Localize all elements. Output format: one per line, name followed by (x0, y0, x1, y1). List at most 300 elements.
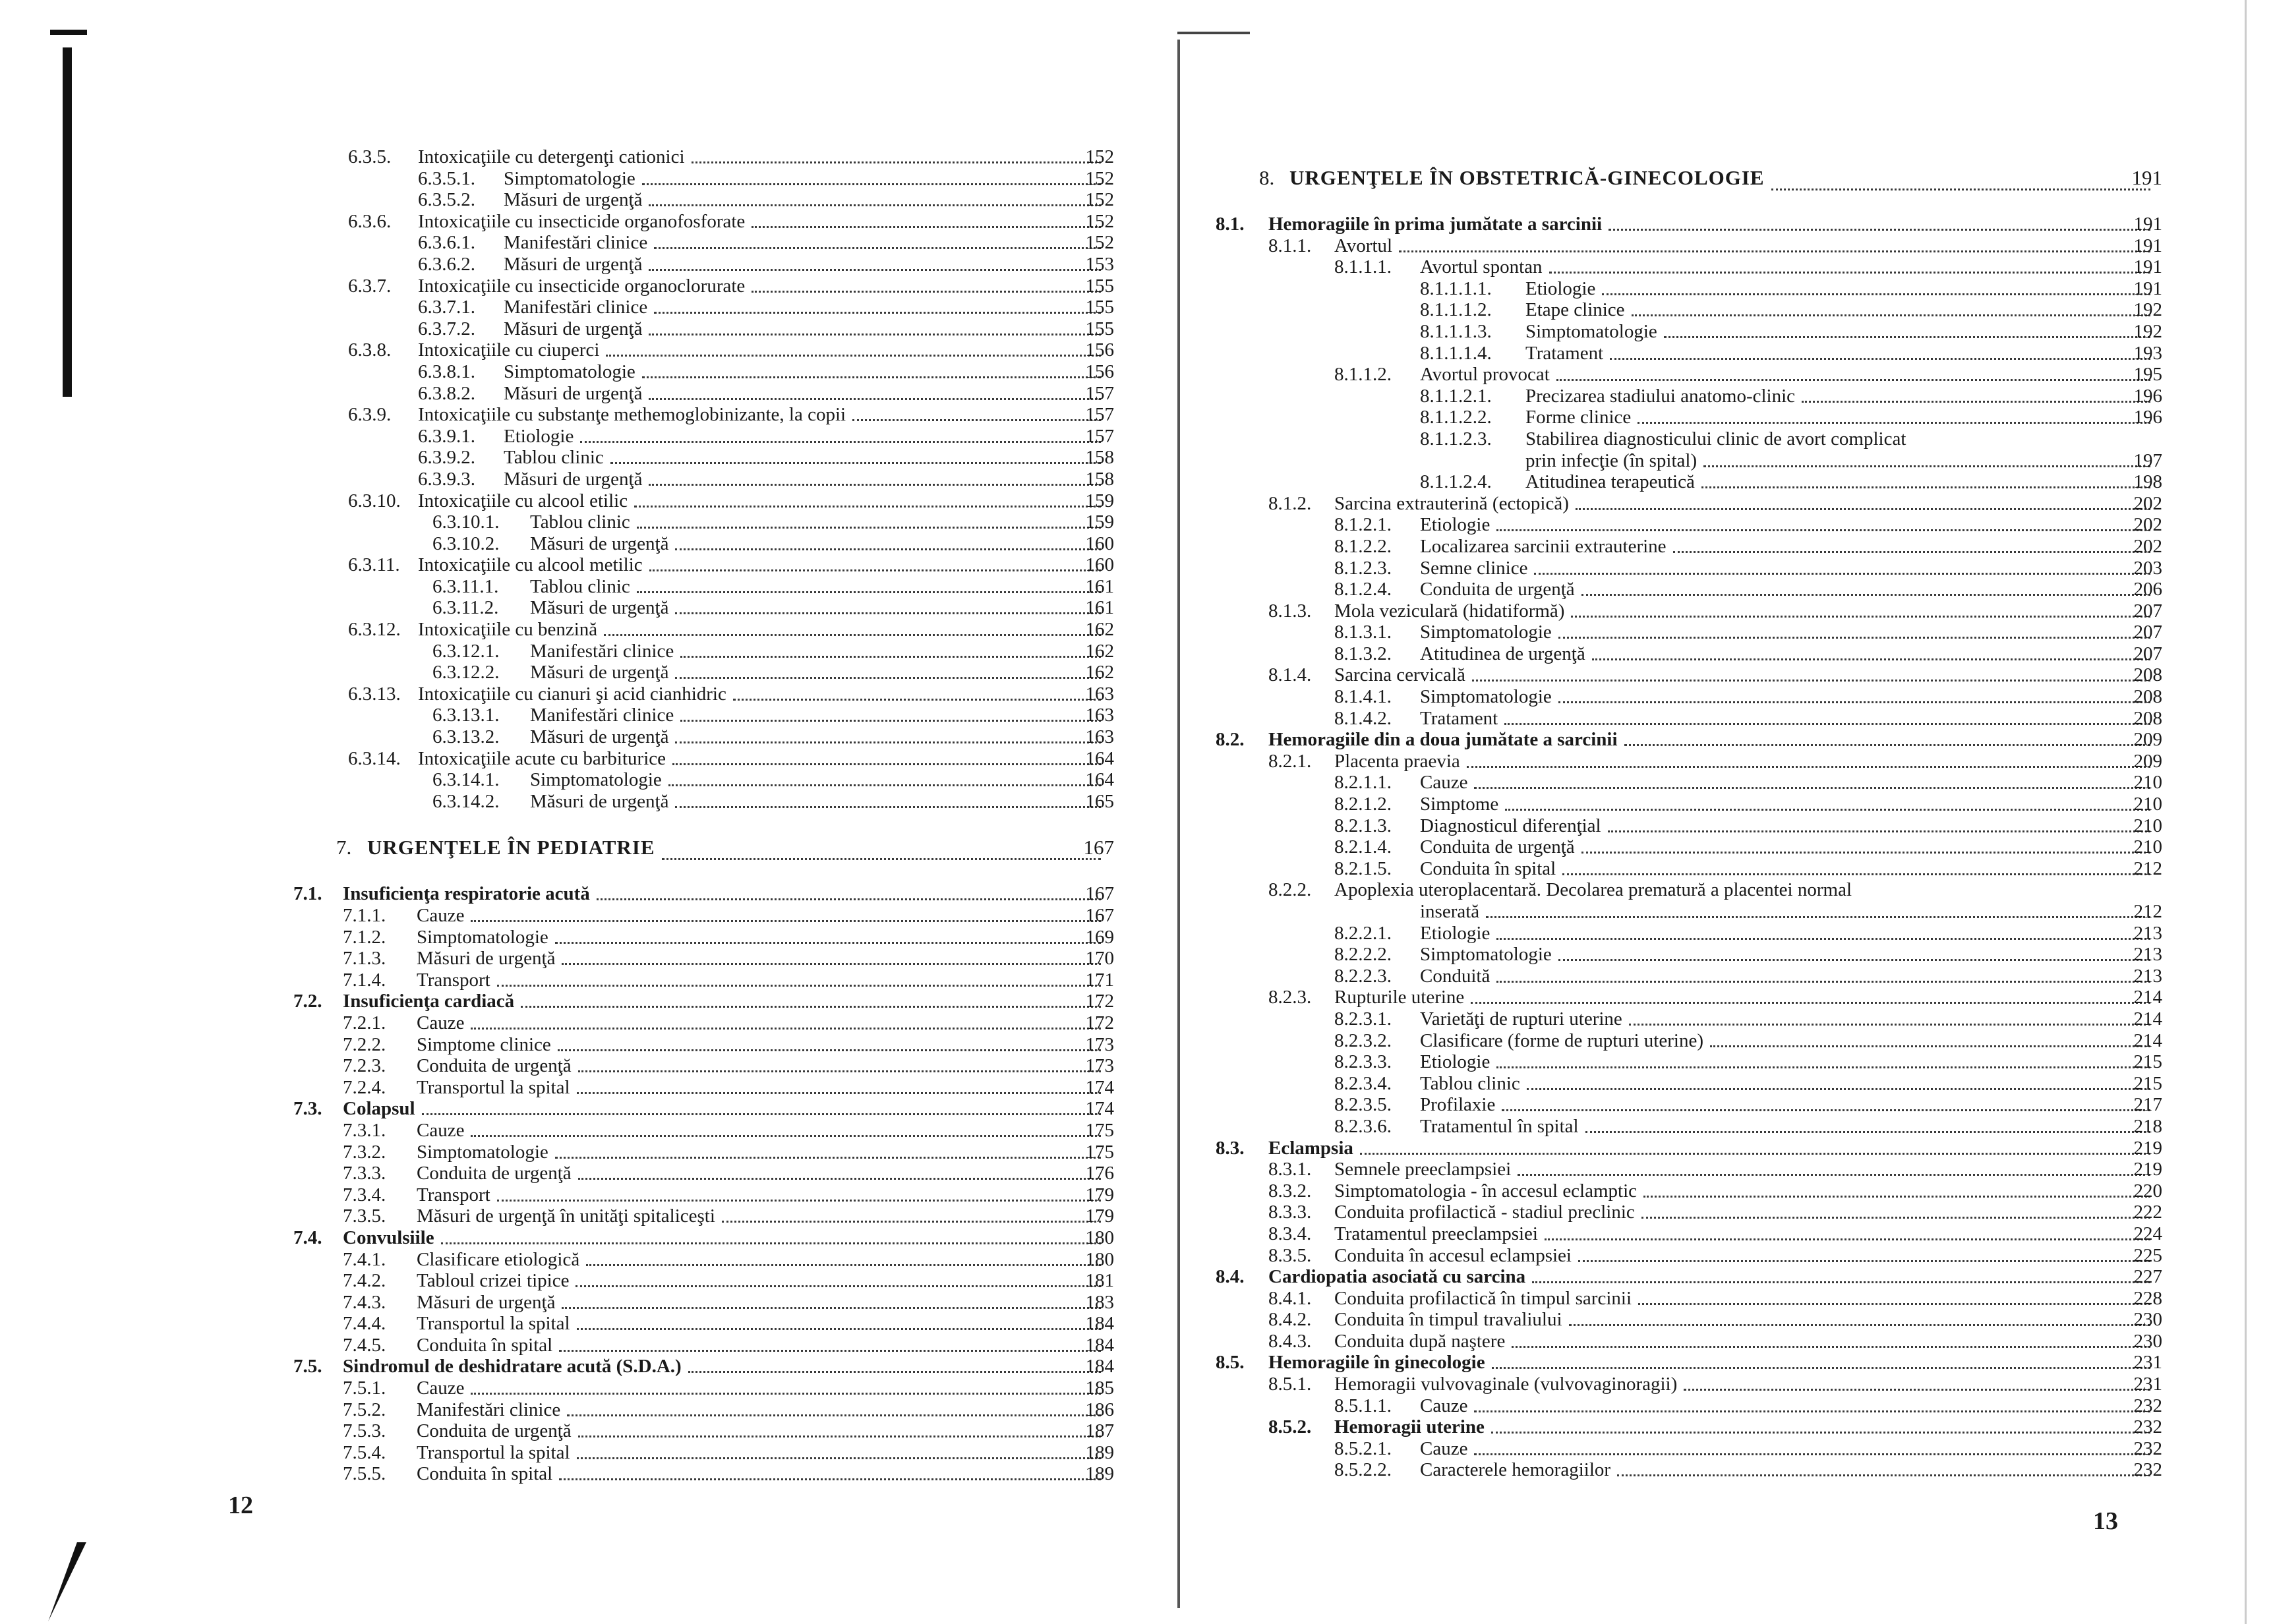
toc-entry-number: 8.2.2.3. (1334, 965, 1392, 987)
toc-entry-page: 163 (1085, 726, 1114, 748)
toc-entry-title: Etiologie (504, 425, 574, 447)
toc-entry-page: 179 (1085, 1205, 1114, 1227)
toc-entry-title: Clasificare etiologică (417, 1248, 580, 1270)
toc-entry-number: 8.1.1.2.3. (1420, 428, 1492, 450)
toc-entry-page: 152 (1085, 232, 1114, 254)
toc-entry-title: Convulsiile (343, 1227, 434, 1248)
toc-entry-number: 8.1.3.1. (1334, 622, 1392, 643)
toc-entry-number: 7.3.5. (343, 1205, 386, 1227)
toc-entry (0, 1420, 1160, 1442)
toc-entry-number: 8.2.3.4. (1334, 1072, 1392, 1094)
toc-entry-number: 8.1.4.2. (1334, 707, 1392, 729)
toc-entry (0, 641, 1160, 662)
toc-dot-leader (649, 269, 1101, 271)
toc-entry-title: Conduita în spital (1420, 857, 1556, 879)
toc-dot-leader (692, 161, 1101, 163)
toc-entry (0, 339, 1160, 361)
toc-entry-title: Hemoragiile în ginecologie (1268, 1352, 1485, 1374)
toc-entry-number: 8.4.1. (1268, 1287, 1312, 1309)
toc-entry-number: 8.4.3. (1268, 1330, 1312, 1352)
toc-entry-title: Manifestări clinice (504, 297, 648, 318)
toc-entry-number: 8. (1259, 166, 1275, 189)
toc-entry-title: Conduită (1420, 965, 1491, 987)
toc-entry-title: Tratament (1420, 707, 1498, 729)
toc-dot-leader (1684, 1389, 2150, 1391)
toc-entry-title: Transportul la spital (417, 1441, 570, 1463)
toc-entry-title: Conduita de urgenţă (417, 1420, 572, 1442)
toc-dot-leader (668, 784, 1101, 786)
toc-dot-leader (675, 548, 1101, 550)
toc-entry-number: 8.2.3.6. (1334, 1115, 1392, 1137)
toc-entry-page: 158 (1085, 468, 1114, 490)
toc-entry-page: 197 (2133, 450, 2162, 471)
toc-entry (0, 1335, 1160, 1356)
toc-entry-title: Măsuri de urgenţă (530, 597, 669, 619)
toc-entry-number: 8.3.5. (1268, 1244, 1312, 1266)
toc-entry-number: 6.3.9.3. (418, 468, 475, 490)
book-spine-line (1177, 32, 1250, 34)
toc-dot-leader (637, 527, 1101, 529)
toc-entry (0, 883, 1160, 905)
toc-entry (1160, 1159, 2273, 1180)
toc-entry-page: 174 (1085, 1098, 1114, 1120)
toc-entry-title: Avortul spontan (1420, 256, 1543, 278)
toc-dot-leader (1578, 1260, 2150, 1262)
toc-entry-title: Insuficienţa cardiacă (343, 991, 515, 1012)
toc-entry-title: Măsuri de urgenţă (530, 662, 669, 683)
toc-entry-page: 163 (1085, 683, 1114, 705)
toc-entry-number: 8.2.1.5. (1334, 857, 1392, 879)
toc-dot-leader (1585, 1131, 2150, 1133)
toc-dot-leader (1502, 1109, 2150, 1111)
toc-entry-number: 8.3.1. (1268, 1159, 1312, 1180)
toc-dot-leader (1624, 744, 2150, 746)
toc-dot-leader (1571, 616, 2150, 618)
toc-dot-leader (1569, 1324, 2150, 1326)
toc-entry (0, 1249, 1160, 1271)
toc-entry-title: Avortul provocat (1420, 364, 1550, 386)
toc-entry-page: 213 (2133, 944, 2162, 966)
toc-entry (1160, 1266, 2273, 1288)
toc-entry-title: Atitudinea de urgenţă (1420, 643, 1585, 664)
toc-entry-page: 179 (1085, 1184, 1114, 1205)
toc-entry-number: 7.1.1. (343, 905, 386, 926)
toc-entry-page: 231 (2133, 1352, 2162, 1374)
toc-entry-number: 6.3.10. (348, 490, 401, 511)
toc-entry (1160, 622, 2273, 643)
toc-dot-leader (1532, 1281, 2150, 1283)
toc-entry-title: Măsuri de urgenţă (504, 318, 643, 339)
toc-entry-page: 225 (2133, 1244, 2162, 1266)
toc-entry-page: 184 (1085, 1334, 1114, 1356)
toc-dot-leader (1504, 723, 2150, 725)
toc-entry-page: 187 (1085, 1420, 1114, 1442)
toc-entry-title: Măsuri de urgenţă (504, 468, 643, 490)
toc-entry (0, 927, 1160, 948)
toc-entry-page: 207 (2133, 622, 2162, 643)
toc-entry-page: 207 (2133, 643, 2162, 664)
toc-entry-number: 8.4. (1216, 1266, 1245, 1288)
toc-entry-page: 184 (1085, 1313, 1114, 1335)
toc-dot-leader (578, 1436, 1101, 1437)
toc-entry-number: 8.1.1.1.4. (1420, 342, 1492, 364)
toc-entry-number: 8.2.1.3. (1334, 815, 1392, 836)
toc-entry-number: 6.3.9.2. (418, 447, 475, 469)
toc-entry-page: 169 (1085, 926, 1114, 948)
toc-entry-number: 8.3.4. (1268, 1223, 1312, 1244)
toc-dot-leader (1562, 873, 2150, 875)
toc-dot-leader (675, 806, 1101, 808)
toc-entry (0, 146, 1160, 168)
toc-entry-page: 208 (2133, 686, 2162, 708)
toc-dot-leader (672, 763, 1101, 765)
scan-edge-mark (50, 30, 87, 35)
toc-entry-page: 171 (1085, 969, 1114, 991)
toc-entry (0, 726, 1160, 748)
toc-entry-title: Etiologie (1420, 514, 1491, 536)
right-page-number: 13 (2093, 1507, 2118, 1535)
toc-entry-page: 160 (1085, 554, 1114, 576)
toc-entry-number: 6.3.11. (348, 554, 400, 576)
toc-spacer (0, 869, 1160, 883)
toc-dot-leader (1527, 1088, 2150, 1090)
toc-dot-leader (733, 699, 1101, 701)
toc-entry-page: 219 (2133, 1159, 2162, 1180)
toc-entry-title: Hemoragii uterine (1334, 1416, 1485, 1438)
toc-entry-title: Simptomatologie (504, 361, 635, 382)
toc-dot-leader (637, 591, 1101, 593)
toc-entry (0, 1142, 1160, 1163)
toc-dot-leader (1638, 1303, 2150, 1305)
toc-dot-leader (610, 462, 1101, 464)
toc-entry-page: 214 (2133, 1030, 2162, 1051)
toc-dot-leader (1617, 1474, 2150, 1476)
toc-entry-page: 212 (2133, 857, 2162, 879)
toc-entry-page: 210 (2133, 815, 2162, 836)
toc-entry-title: Intoxicaţiile cu alcool etilic (418, 490, 628, 511)
toc-entry-page: 157 (1085, 382, 1114, 404)
toc-entry-title: Simptomatologie (417, 926, 548, 948)
toc-dot-leader (654, 247, 1101, 249)
toc-entry-title: Hemoragiile în prima jumătate a sarcinii (1268, 214, 1603, 235)
toc-entry-page: 174 (1085, 1076, 1114, 1098)
toc-entry-number: 8.2.2.2. (1334, 944, 1392, 966)
toc-entry-number: 6.3.5.2. (418, 189, 475, 211)
toc-entry-page: 207 (2133, 600, 2162, 622)
toc-dot-leader (1472, 680, 2150, 682)
toc-dot-leader (1802, 401, 2150, 403)
toc-entry (1160, 407, 2273, 428)
toc-entry (0, 297, 1160, 318)
toc-entry (0, 597, 1160, 619)
toc-dot-leader (634, 506, 1101, 508)
toc-entry-title: Simptomatologie (1525, 320, 1657, 342)
toc-entry-number: 7.2.4. (343, 1076, 386, 1098)
toc-entry-page: 206 (2133, 579, 2162, 600)
toc-entry-title: Măsuri de urgenţă (504, 189, 643, 211)
toc-entry-number: 6.3.8.1. (418, 361, 475, 382)
toc-entry (1160, 815, 2273, 837)
toc-entry-number: 8.5.2. (1268, 1416, 1312, 1438)
toc-entry-title: Măsuri de urgenţă (417, 1291, 556, 1313)
toc-entry-title: Manifestări clinice (530, 705, 674, 726)
toc-entry-title: URGENŢELE ÎN OBSTETRICĂ-GINECOLOGIE (1289, 166, 1765, 189)
toc-entry-page: 156 (1085, 339, 1114, 361)
toc-entry-number: 7.2.3. (343, 1055, 386, 1077)
toc-entry (0, 533, 1160, 555)
toc-entry-title: Conduita de urgenţă (1420, 579, 1575, 600)
toc-entry-title: Simptomatologie (1420, 944, 1552, 966)
toc-entry-page: 210 (2133, 836, 2162, 858)
toc-entry-title: Sindromul de deshidratare acută (S.D.A.) (343, 1356, 682, 1378)
toc-entry-page: 152 (1085, 146, 1114, 167)
toc-entry-title: Etiologie (1420, 922, 1491, 944)
toc-entry (1160, 386, 2273, 407)
toc-entry (0, 1055, 1160, 1077)
toc-entry-number: 7.2. (293, 991, 322, 1012)
toc-entry-number: 8.1.1.2. (1334, 364, 1392, 386)
toc-entry-page: 217 (2133, 1094, 2162, 1116)
toc-entry (0, 469, 1160, 490)
toc-dot-leader (649, 569, 1101, 571)
toc-entry-number: 7.3.1. (343, 1119, 386, 1141)
toc-entry-page: 202 (2133, 535, 2162, 557)
toc-spacer (1160, 199, 2273, 214)
toc-dot-leader (1556, 379, 2150, 381)
toc-spacer (0, 812, 1160, 826)
toc-dot-leader (1558, 701, 2150, 703)
left-toc (0, 146, 1160, 1485)
toc-dot-leader (1602, 293, 2150, 295)
toc-entry-page: 232 (2133, 1395, 2162, 1416)
toc-entry-page: 167 (1085, 883, 1114, 905)
toc-dot-leader (675, 677, 1101, 679)
toc-entry-page: 152 (1085, 210, 1114, 232)
toc-entry-page: 160 (1085, 533, 1114, 554)
toc-entry-page: 175 (1085, 1119, 1114, 1141)
toc-entry (1160, 1030, 2273, 1052)
toc-entry (1160, 471, 2273, 493)
toc-entry-number: 7.5.2. (343, 1399, 386, 1420)
toc-entry-page: 220 (2133, 1180, 2162, 1202)
toc-dot-leader (1703, 465, 2150, 467)
toc-entry-title: Eclampsia (1268, 1137, 1353, 1159)
toc-entry-number: 8.2.1.4. (1334, 836, 1392, 858)
toc-entry-title: Forme clinice (1525, 407, 1632, 428)
toc-entry-page: 192 (2133, 299, 2162, 321)
toc-entry-page: 183 (1085, 1291, 1114, 1313)
toc-entry (1160, 1438, 2273, 1460)
toc-entry-number: 8.3.3. (1268, 1202, 1312, 1223)
toc-entry-page: 189 (1085, 1463, 1114, 1485)
toc-entry-number: 8.2.3. (1268, 987, 1312, 1008)
toc-dot-leader (1545, 1238, 2150, 1240)
page-edge-line (2245, 0, 2247, 1624)
toc-dot-leader (752, 291, 1101, 293)
toc-entry-number: 6.3.10.2. (432, 533, 500, 554)
toc-entry-title: Cauze (1420, 1437, 1468, 1459)
toc-entry (1160, 157, 2273, 199)
toc-entry-title: Conduita în spital (417, 1463, 553, 1485)
toc-entry-number: 8.4.2. (1268, 1309, 1312, 1331)
toc-entry-title: Sarcina cervicală (1334, 664, 1465, 686)
toc-dot-leader (577, 1092, 1101, 1094)
toc-entry (0, 447, 1160, 469)
toc-entry-number: 6.3.13. (348, 683, 401, 705)
toc-entry (1160, 944, 2273, 966)
toc-entry-number: 8.3. (1216, 1137, 1245, 1159)
toc-entry (0, 1227, 1160, 1249)
toc-entry-title: Simptome (1420, 794, 1499, 815)
toc-entry-title: Cauze (417, 905, 465, 926)
toc-entry (0, 383, 1160, 405)
toc-entry-page: 215 (2133, 1051, 2162, 1073)
toc-entry (0, 404, 1160, 426)
toc-dot-leader (497, 985, 1101, 987)
toc-entry (0, 168, 1160, 190)
toc-entry-number: 8.5. (1216, 1352, 1245, 1374)
toc-dot-leader (1492, 1367, 2150, 1369)
toc-dot-leader (1710, 1045, 2150, 1047)
toc-entry-page: 198 (2133, 471, 2162, 493)
toc-entry-title: Conduita profilactică în timpul sarcinii (1334, 1287, 1632, 1309)
toc-entry (0, 619, 1160, 641)
toc-dot-leader (1608, 830, 2150, 832)
toc-entry-number: 7.4.3. (343, 1291, 386, 1313)
toc-entry-page: 175 (1085, 1141, 1114, 1163)
toc-entry-page: 214 (2133, 987, 2162, 1008)
toc-dot-leader (562, 1307, 1101, 1309)
toc-entry-number: 8.3.2. (1268, 1180, 1312, 1202)
toc-entry-page: 210 (2133, 794, 2162, 815)
toc-entry-number: 7.5.5. (343, 1463, 386, 1485)
toc-entry-page: 155 (1085, 275, 1114, 297)
toc-entry-page: 191 (2133, 235, 2162, 256)
toc-entry-title: Conduita după naştere (1334, 1330, 1506, 1352)
toc-entry-number: 8.2.1.1. (1334, 772, 1392, 794)
toc-entry-number: 6.3.12.2. (432, 662, 500, 683)
toc-dot-leader (559, 1350, 1101, 1352)
toc-entry-title: Hemoragiile din a doua jumătate a sarcinii (1268, 729, 1618, 751)
toc-dot-leader (1496, 981, 2150, 983)
toc-entry-page: 232 (2133, 1437, 2162, 1459)
toc-entry (0, 511, 1160, 533)
toc-entry-page: 159 (1085, 490, 1114, 511)
toc-entry-title: Hemoragii vulvovaginale (vulvovaginoragii) (1334, 1374, 1678, 1395)
toc-dot-leader (680, 656, 1101, 658)
toc-entry-title: Măsuri de urgenţă (417, 948, 556, 970)
toc-entry-number: 8.2.3.3. (1334, 1051, 1392, 1073)
toc-entry-title: Intoxicaţiile cu insecticide organoclorurate (418, 275, 746, 297)
toc-entry-title: Tablou clinic (530, 511, 630, 533)
toc-dot-leader (675, 612, 1101, 614)
toc-dot-leader (752, 226, 1101, 228)
toc-dot-leader (1701, 486, 2150, 488)
toc-entry (1160, 343, 2273, 364)
toc-entry (1160, 1459, 2273, 1481)
toc-dot-leader (1505, 809, 2150, 811)
toc-entry (1160, 966, 2273, 987)
toc-entry (1160, 729, 2273, 751)
toc-dot-leader (1581, 594, 2150, 596)
toc-entry-page: 202 (2133, 492, 2162, 514)
toc-entry-number: 7.2.2. (343, 1033, 386, 1055)
toc-entry-page: 224 (2133, 1223, 2162, 1244)
toc-entry (0, 254, 1160, 276)
toc-dot-leader (1474, 1410, 2150, 1412)
toc-entry-title: Simptomatologie (417, 1141, 548, 1163)
toc-dot-leader (1576, 508, 2150, 510)
toc-entry-title: Precizarea stadiului anatomo-clinic (1525, 385, 1796, 407)
toc-entry-title: Avortul (1334, 235, 1393, 256)
toc-dot-leader (1496, 938, 2150, 940)
toc-dot-leader (688, 1371, 1101, 1373)
toc-entry-page: 222 (2133, 1202, 2162, 1223)
toc-entry-number: 6.3.5. (348, 146, 392, 167)
toc-entry-title: Măsuri de urgenţă (504, 253, 643, 275)
toc-entry (1160, 772, 2273, 794)
toc-entry-title: Clasificare (forme de rupturi uterine) (1420, 1030, 1703, 1051)
toc-entry (1160, 1416, 2273, 1438)
toc-entry-page: 209 (2133, 729, 2162, 751)
toc-dot-leader (1638, 422, 2150, 424)
toc-entry-title: Cauze (1420, 772, 1468, 794)
toc-entry-page: 155 (1085, 318, 1114, 339)
toc-entry-number: 6.3.11.1. (432, 575, 499, 597)
toc-entry (1160, 1116, 2273, 1138)
toc-entry (1160, 1138, 2273, 1159)
toc-entry-title: Conduita de urgenţă (1420, 836, 1575, 858)
toc-entry-title: Cauze (417, 1378, 465, 1399)
toc-entry-title: Conduita în accesul eclampsiei (1334, 1244, 1572, 1266)
toc-entry-number: 6.3.8. (348, 339, 392, 361)
toc-entry-title: Cauze (417, 1012, 465, 1033)
toc-entry (1160, 579, 2273, 600)
toc-dot-leader (1609, 229, 2150, 231)
toc-entry-number: 6.3.9. (348, 404, 392, 426)
toc-dot-leader (577, 1328, 1101, 1330)
toc-dot-leader (441, 1242, 1101, 1244)
toc-entry (1160, 1395, 2273, 1417)
toc-entry-number: 8.1.1.2.4. (1420, 471, 1492, 493)
toc-entry (0, 1098, 1160, 1120)
toc-entry (1160, 256, 2273, 278)
toc-entry-number: 8.1.4. (1268, 664, 1312, 686)
toc-entry-page: 193 (2133, 342, 2162, 364)
toc-entry-number: 8.1.2.3. (1334, 557, 1392, 579)
toc-entry (1160, 600, 2273, 622)
toc-entry-page: 159 (1085, 511, 1114, 533)
toc-entry-page: 186 (1085, 1399, 1114, 1420)
toc-entry-number: 8.1. (1216, 214, 1245, 235)
toc-entry-page: 185 (1085, 1378, 1114, 1399)
toc-entry (1160, 558, 2273, 579)
toc-entry-page: 162 (1085, 640, 1114, 662)
toc-entry-page: 153 (1085, 253, 1114, 275)
toc-entry (0, 554, 1160, 576)
toc-entry-number: 8.1.1.2.2. (1420, 407, 1492, 428)
toc-dot-leader (577, 1457, 1101, 1459)
toc-entry-title: Intoxicaţiile cu insecticide organofosforate (418, 210, 746, 232)
toc-entry-page: 202 (2133, 514, 2162, 536)
toc-entry-number: 8.1.3.2. (1334, 643, 1392, 664)
toc-entry (1160, 493, 2273, 515)
toc-entry-number: 8.1.1.2.1. (1420, 385, 1492, 407)
toc-entry (0, 970, 1160, 991)
toc-entry (1160, 1352, 2273, 1374)
toc-entry (0, 1077, 1160, 1099)
toc-entry-title: Măsuri de urgenţă (530, 533, 669, 554)
